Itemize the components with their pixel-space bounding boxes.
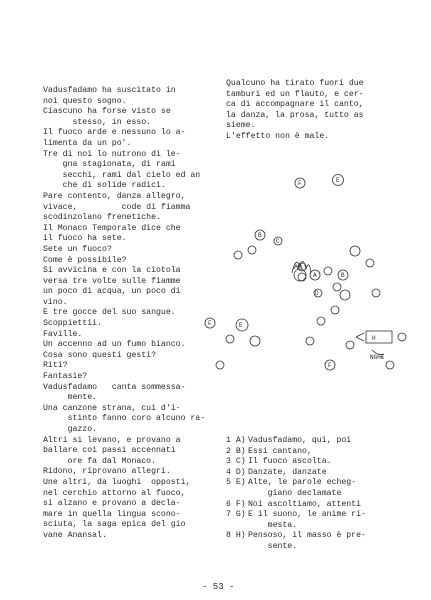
text-line: tamburi ed un flauto, e cer-: [226, 89, 364, 99]
circle: [366, 259, 374, 267]
legend-row: [226, 457, 416, 468]
left-text-column: [43, 86, 221, 542]
text-line: Cosa sono questi gesti?: [43, 350, 157, 360]
legend-text: Essi cantano,: [248, 446, 312, 456]
svg-text:E: E: [239, 322, 243, 329]
text-line: il fuoco ha sete.: [43, 234, 127, 244]
text-line: sieme.: [226, 121, 256, 131]
legend-text: Vadusfadamo, qui, poi: [248, 436, 352, 445]
circle: [298, 273, 306, 281]
text-line: stinto fanno coro alcuno ra-: [43, 414, 206, 424]
text-line: Tre di noi lo nutrono di le-: [43, 149, 181, 159]
svg-text:C: C: [276, 238, 280, 245]
circle: [372, 289, 380, 297]
text-line: Vadusfadamo canta sommessa-: [43, 382, 186, 392]
legend-row: [226, 436, 416, 447]
text-line: Il fuoco arde e nessuno lo a-: [43, 128, 186, 138]
circle: [248, 246, 256, 254]
text-line: secchi, rami dal cielo ed an: [43, 170, 201, 180]
text-line: vivace, code di fiamma: [43, 202, 191, 212]
circle: [386, 361, 394, 369]
masso-box: [366, 331, 392, 343]
legend-row: [226, 500, 416, 511]
legend-key: 5 E): [226, 478, 246, 488]
circle: [216, 361, 224, 369]
text-line: Come è possibile?: [43, 255, 127, 265]
legend-row: [226, 510, 416, 531]
circle: [226, 335, 234, 343]
text-line: mare in quella lingua scono-: [43, 509, 181, 519]
text-line: ore fa dal Monaco.: [43, 456, 157, 466]
text-line: Une altri, da luoghi opposti,: [43, 477, 191, 487]
legend-key: 4 D): [226, 467, 246, 477]
svg-text:H: H: [372, 335, 376, 342]
text-line: Si avvicina e con la ciotola: [43, 266, 181, 276]
svg-text:F: F: [208, 320, 212, 327]
legend: [226, 436, 416, 553]
legend-text: Pensoso, il masso è pre- sente.: [248, 531, 366, 551]
svg-text:D: D: [315, 290, 319, 297]
text-line: vino.: [43, 297, 68, 307]
legend-key: 7 G): [226, 510, 246, 520]
text-line: Ridono, riprovano allegri.: [43, 467, 171, 477]
legend-text: Il fuoco ascolta.: [248, 457, 332, 467]
text-line: Vadusfadamo ha suscitato in: [43, 86, 176, 95]
legend-key: 8 H): [226, 531, 246, 541]
text-line: ca di accompagnare il canto,: [226, 100, 364, 110]
text-line: Qualcuno ha tirato fuori due: [226, 79, 364, 88]
text-line: scodinzolano frenetiche.: [43, 213, 161, 223]
legend-row: [226, 531, 416, 552]
text-line: un poco di acqua, un poco di: [43, 287, 181, 297]
circle: [333, 283, 341, 291]
dance-diagram: [200, 145, 431, 435]
svg-text:F: F: [298, 180, 302, 187]
svg-text:E: E: [336, 177, 340, 184]
text-line: sciuta, la saga epica del gio: [43, 520, 186, 530]
text-line: che di solide radici.: [43, 181, 166, 191]
text-line: E tre gocce del suo sangue.: [43, 308, 176, 318]
circle: [340, 290, 350, 300]
text-line: Fantasie?: [43, 372, 88, 382]
text-line: stesso, in esso.: [43, 117, 152, 127]
text-line: Scoppiettii.: [43, 319, 102, 329]
text-line: la danza, la prosa, tutto as: [226, 110, 364, 120]
circle: [324, 267, 332, 275]
text-line: Una canzone strana, cui d'i-: [43, 403, 181, 413]
legend-row: [226, 447, 416, 458]
arrow-icon: [356, 333, 364, 341]
text-line: Riti?: [43, 361, 68, 371]
text-line: vane Anansal.: [43, 530, 107, 540]
text-line: Sete un fuoco?: [43, 244, 112, 254]
text-line: si alzano e provano a decla-: [43, 499, 181, 509]
circle: [306, 337, 314, 345]
legend-text: E il suono, le anime ri- mesta.: [248, 510, 366, 530]
text-line: Il Monaco Temporale dice che: [43, 223, 181, 233]
text-line: gna stagionata, di rami: [43, 160, 176, 170]
circle: [346, 341, 354, 349]
svg-text:A: A: [313, 272, 317, 279]
right-text-column: [226, 79, 411, 143]
text-line: L'effetto non è male.: [226, 131, 330, 141]
text-line: mente.: [43, 393, 98, 403]
svg-text:B: B: [258, 232, 262, 239]
text-line: Faville.: [43, 329, 83, 339]
circle: [350, 246, 360, 256]
circle: [398, 333, 406, 341]
svg-text:F: F: [328, 362, 332, 369]
text-line: noi questo sogno.: [43, 96, 127, 106]
circle: [234, 251, 242, 259]
circle: [317, 317, 325, 325]
text-line: Un accenno ad un fumo bianco.: [43, 340, 186, 350]
legend-row: [226, 468, 416, 479]
legend-key: 3 C): [226, 457, 246, 467]
text-line: limenta da un po'.: [43, 138, 132, 148]
legend-key: 1 A): [226, 436, 246, 445]
legend-text: Alte, le parole echeg- giano declamate: [248, 478, 357, 498]
legend-text: Noi ascoltiamo, attenti: [248, 499, 362, 509]
text-line: Altri si levano, e provano a: [43, 435, 181, 445]
text-line: gazzo.: [43, 425, 98, 434]
text-line: ballare coi passi accennati: [43, 446, 176, 456]
circle: [331, 306, 339, 314]
text-line: nel cerchio attorno al fuoco,: [43, 488, 186, 498]
text-line: Pare contento, danza allegro,: [43, 191, 186, 201]
circle: [250, 336, 260, 346]
legend-row: [226, 478, 416, 499]
svg-text:B: B: [341, 272, 345, 279]
text-line: Ciascuno ha forse visto se: [43, 107, 171, 117]
text-line: versa tre volte sulle fiamme: [43, 276, 181, 286]
diagram-note: NGH€: [370, 354, 385, 361]
legend-text: Danzate, danzate: [248, 467, 327, 477]
legend-key: 2 B): [226, 446, 246, 456]
page-number: - 53 -: [202, 582, 235, 592]
legend-key: 6 F): [226, 499, 246, 509]
